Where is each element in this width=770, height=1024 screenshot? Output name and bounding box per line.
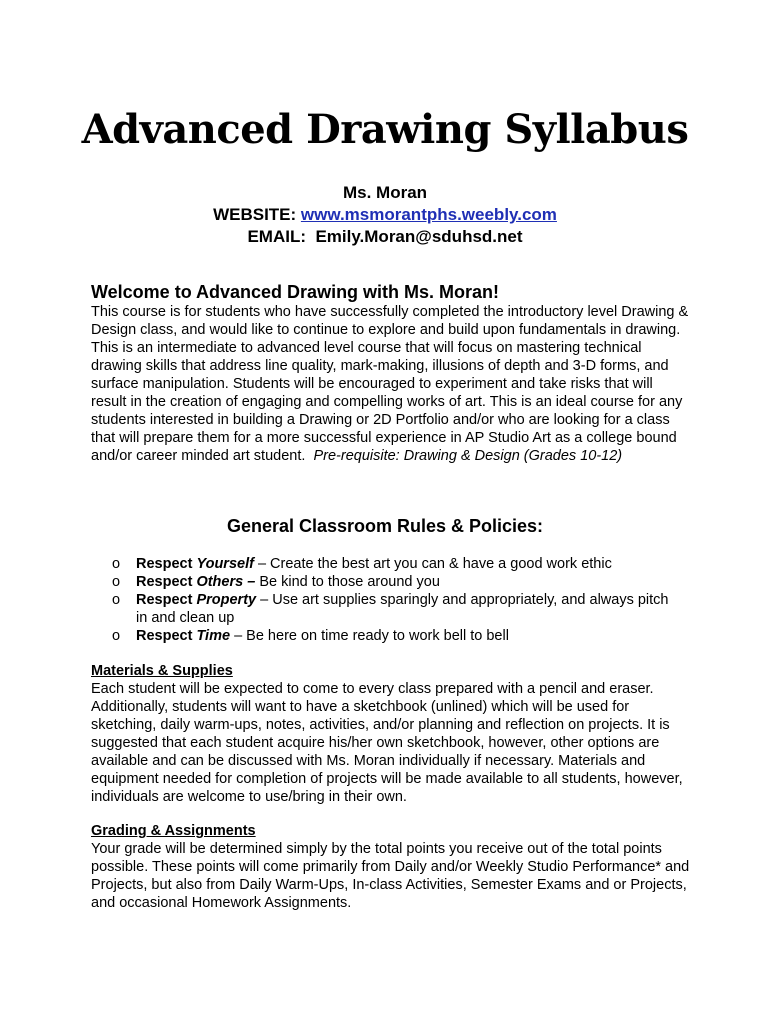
bullet-icon: o — [112, 592, 121, 608]
intro-paragraph — [91, 303, 691, 465]
rule-text: Be kind to those around you — [259, 574, 440, 590]
rule-lead: Respect — [136, 556, 193, 572]
rule-text: – Be here on time ready to work bell to bell — [234, 628, 509, 644]
email-label: EMAIL: — [247, 227, 306, 246]
teacher-name: Ms. Moran — [342, 183, 428, 202]
grading-paragraph: Your grade will be determined simply by the total points you receive out of the total points possible. These points will come primarily from Daily and/or Weekly Studio Performance* and Projects, but also from Daily Warm-Ups, In-class Activities, Semester Exams and or Projects, and occasional Homework Assignments. — [91, 841, 690, 911]
website-label: WEBSITE: — [213, 205, 297, 224]
rule-text: – Create the best art you can & have a good work ethic — [257, 556, 612, 572]
list-item — [112, 591, 672, 627]
materials-paragraph: Each student will be expected to come to every class prepared with a pencil and eraser. Additionally, students will want to have a sketchbook (unlined) which will be used for sketching, daily warm-ups, notes, activities, and/or planning and reflection on projects. It is suggested that each student acquire his/her own sketchbook, however, other options are available and can be discussed with Ms. Moran individually if necessary. Materials and equipment needed for completion of projects will be made available to all students, however, individuals are welcome to use/bring in their own. — [91, 681, 683, 805]
list-item — [112, 555, 672, 573]
rule-target: Time — [196, 628, 231, 644]
list-item — [112, 573, 672, 591]
rule-target: Others – — [196, 574, 256, 590]
bullet-icon: o — [112, 574, 121, 590]
rules-list — [112, 555, 672, 645]
rule-lead: Respect — [136, 592, 193, 608]
intro-body: This course is for students who have successfully completed the introductory level Drawing & Design class, and would like to continue to explore and build upon fundamentals in drawing. This is an intermediate to advanced level course that will focus on mastering technical drawing skills that address line quality, mark-making, illusions of depth and 3-D forms, and surface manipulation. Students will be encouraged to experiment and take risks that will result in the creation of engaging and compelling works of art. This is an ideal course for any students interested in building a Drawing or 2D Portfolio and/or who are looking for a class that will prepare them for a more successful experience in AP Studio Art as a college bound and/or career minded art student. — [91, 304, 689, 464]
email-address: Emily.Moran@sduhsd.net — [315, 227, 523, 246]
email-line — [0, 226, 770, 248]
rule-lead: Respect — [136, 628, 193, 644]
rule-text: – Use art supplies sparingly and appropriately, and always pitch in and clean up — [136, 592, 669, 626]
materials-heading: Materials & Supplies — [91, 663, 233, 679]
website-line — [0, 204, 770, 226]
rule-target: Yourself — [196, 556, 254, 572]
list-item — [112, 627, 672, 645]
contact-header — [0, 182, 770, 248]
bullet-icon: o — [112, 556, 121, 572]
bullet-icon: o — [112, 628, 121, 644]
prerequisite-note: Pre-requisite: Drawing & Design (Grades 10-12) — [313, 448, 623, 464]
document-title: Advanced Drawing Syllabus — [81, 106, 689, 153]
rule-lead: Respect — [136, 574, 193, 590]
rules-heading: General Classroom Rules & Policies: — [226, 516, 544, 536]
rule-target: Property — [196, 592, 257, 608]
grading-heading: Grading & Assignments — [91, 823, 256, 839]
welcome-heading: Welcome to Advanced Drawing with Ms. Moran! — [91, 282, 500, 302]
website-link[interactable]: www.msmorantphs.weebly.com — [300, 205, 557, 224]
